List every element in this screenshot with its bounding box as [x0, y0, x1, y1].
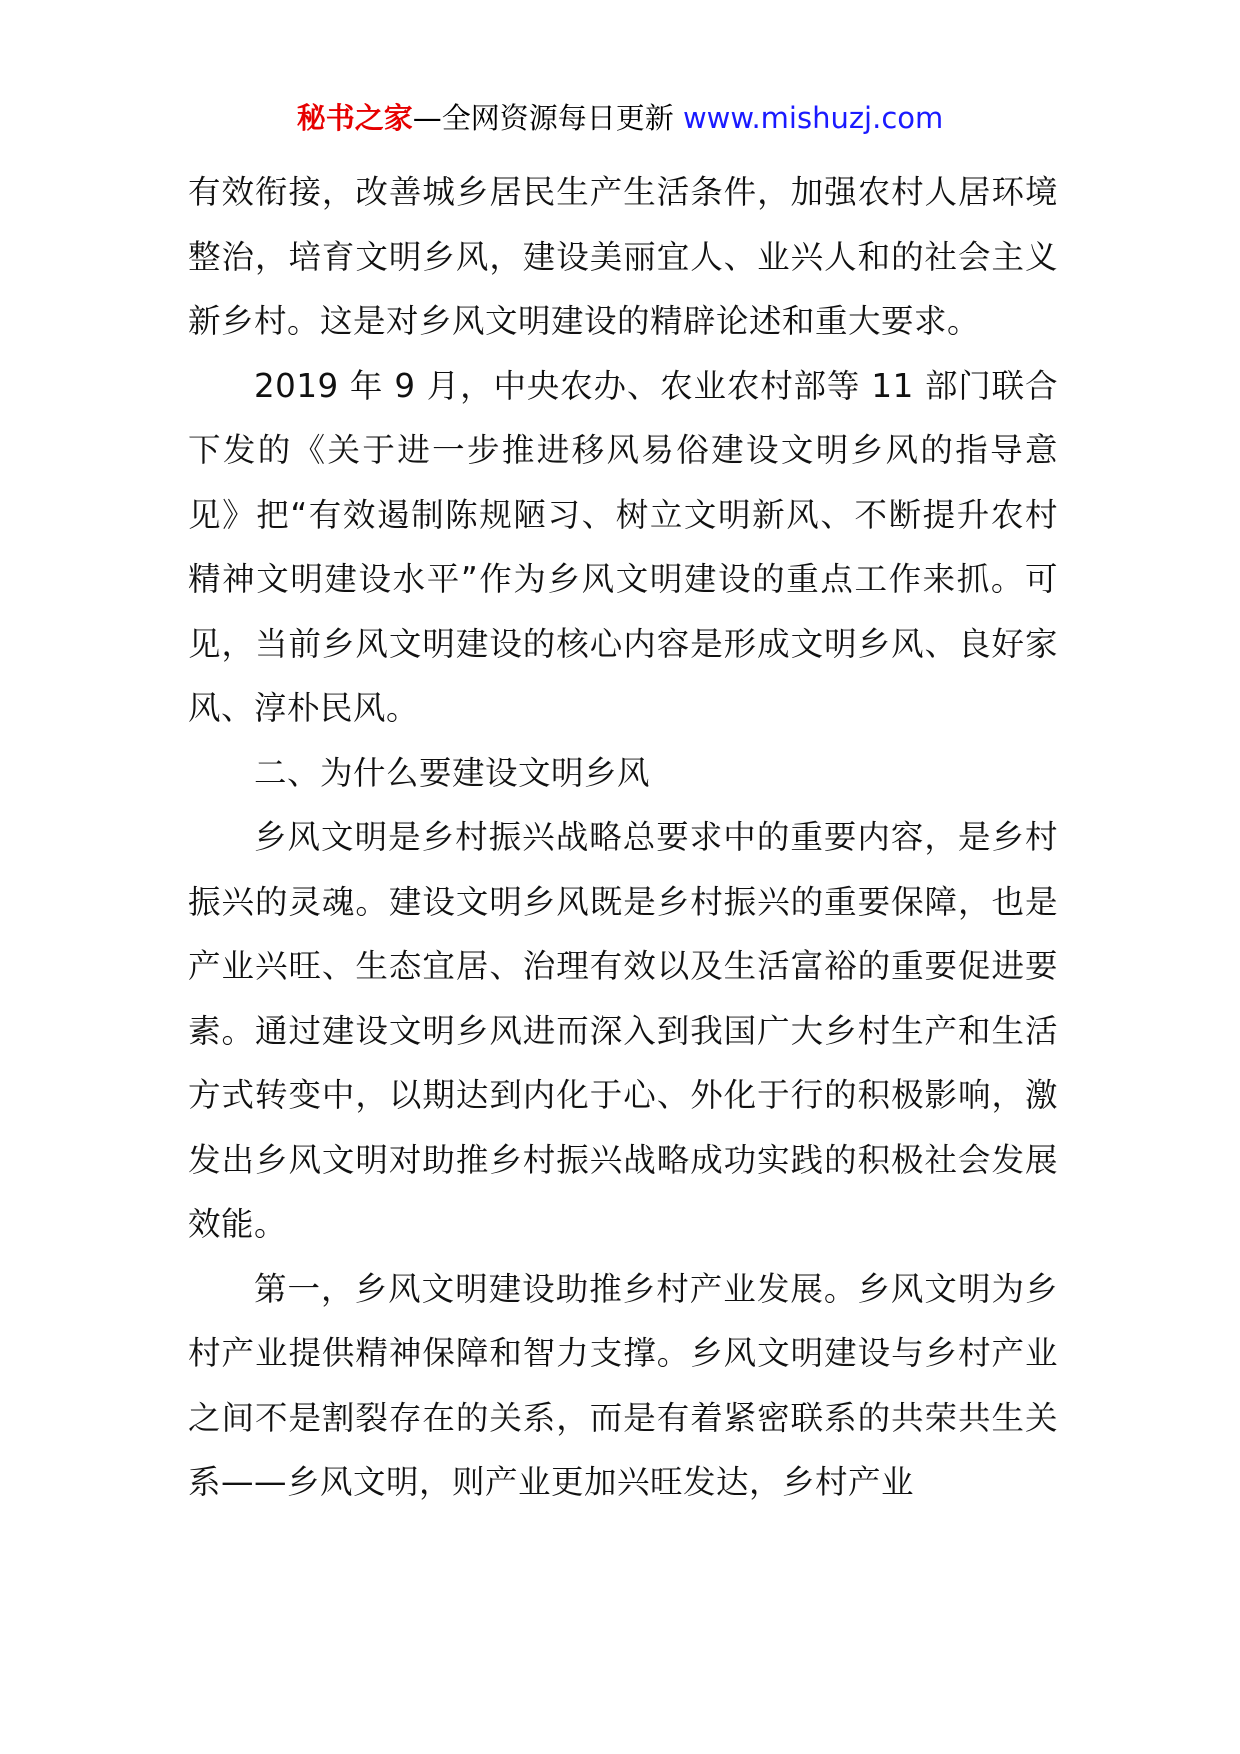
document-body [188, 160, 1058, 1515]
section-heading: 二、为什么要建设文明乡风 [254, 753, 651, 792]
site-brand: 秘书之家 [296, 101, 413, 135]
site-header [0, 98, 1240, 138]
paragraph: 2019 年 9 月，中央农办、农业农村部等 11 部门联合下发的《关于进一步推进移风易俗建设文明乡风的指导意见》把“有效遏制陈规陋习、树立文明新风、不断提升农村精神文明建设水平”作为乡风文明建设的重点工作来抓。可见，当前乡风文明建设的核心内容是形成文明乡风、良好家风、淳朴民风。 [188, 366, 1058, 727]
paragraph: 有效衔接，改善城乡居民生产生活条件，加强农村人居环境整治，培育文明乡风，建设美丽宜人、业兴人和的社会主义新乡村。这是对乡风文明建设的精辟论述和重大要求。 [188, 173, 1058, 340]
site-tagline: —全网资源每日更新 [412, 101, 674, 135]
site-url-link[interactable]: www.mishuzj.com [682, 101, 944, 135]
paragraph: 第一，乡风文明建设助推乡村产业发展。乡风文明为乡村产业提供精神保障和智力支撑。乡风文明建设与乡村产业之间不是割裂存在的关系，而是有着紧密联系的共荣共生关系——乡风文明，则产业更加兴旺发达，乡村产业 [188, 1269, 1058, 1501]
paragraph: 乡风文明是乡村振兴战略总要求中的重要内容，是乡村振兴的灵魂。建设文明乡风既是乡村振兴的重要保障，也是产业兴旺、生态宜居、治理有效以及生活富裕的重要促进要素。通过建设文明乡风进而深入到我国广大乡村生产和生活方式转变中，以期达到内化于心、外化于行的积极影响，激发出乡风文明对助推乡村振兴战略成功实践的积极社会发展效能。 [188, 818, 1058, 1243]
